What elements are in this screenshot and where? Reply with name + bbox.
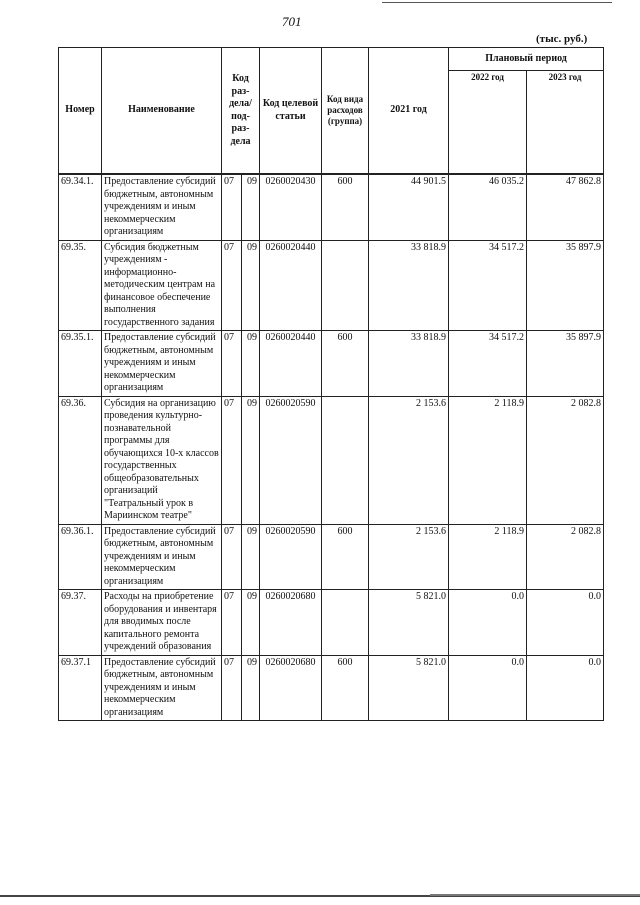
row-section: 07: [222, 331, 242, 397]
header-name: Наименование: [102, 48, 222, 174]
row-amount-2023: 2 082.8: [527, 524, 604, 590]
row-name: Субсидия на организацию проведения культурно-познавательной программы для обучающихся 10-х классов государственных общеобразовательных организаций "Театральный урок в Мариинском театре": [102, 396, 222, 524]
row-section: 07: [222, 590, 242, 656]
row-expense-type: 600: [322, 655, 369, 721]
row-expense-type: 600: [322, 175, 369, 241]
row-amount-2021: 2 153.6: [369, 396, 449, 524]
row-target-code: 0260020680: [260, 590, 322, 656]
row-section: 07: [222, 240, 242, 331]
row-subsection: 09: [242, 524, 260, 590]
row-amount-2023: 47 862.8: [527, 175, 604, 241]
row-amount-2021: 5 821.0: [369, 655, 449, 721]
row-amount-2023: 35 897.9: [527, 331, 604, 397]
table-row: [59, 590, 604, 656]
row-section: 07: [222, 396, 242, 524]
row-expense-type: 600: [322, 524, 369, 590]
header-2023: 2023 год: [527, 71, 604, 174]
header-planning-period: Плановый период: [449, 48, 604, 71]
header-section-code: Код раз-дела/ под-раз-дела: [222, 48, 260, 174]
row-name: Предоставление субсидий бюджетным, автономным учреждениям и иным некоммерческим организациям: [102, 175, 222, 241]
row-amount-2022: 0.0: [449, 590, 527, 656]
row-number: 69.37.: [59, 590, 102, 656]
row-amount-2022: 46 035.2: [449, 175, 527, 241]
header-expense-type: Код вида расходов (группа): [322, 48, 369, 174]
budget-table: [58, 47, 604, 721]
row-name: Субсидия бюджетным учреждениям - информационно-методическим центрам на финансовое обеспечение выполнения государственного задания: [102, 240, 222, 331]
row-target-code: 0260020440: [260, 331, 322, 397]
table-row: [59, 655, 604, 721]
table-row: [59, 396, 604, 524]
row-expense-type: [322, 396, 369, 524]
row-amount-2022: 2 118.9: [449, 524, 527, 590]
row-amount-2022: 0.0: [449, 655, 527, 721]
row-amount-2021: 33 818.9: [369, 331, 449, 397]
bottom-rule-accent: [430, 894, 640, 896]
row-name: Предоставление субсидий бюджетным, автономным учреждениям и иным некоммерческим организациям: [102, 655, 222, 721]
row-number: 69.35.: [59, 240, 102, 331]
row-expense-type: [322, 240, 369, 331]
row-number: 69.37.1: [59, 655, 102, 721]
row-expense-type: 600: [322, 331, 369, 397]
units-label: (тыс. руб.): [536, 33, 588, 45]
row-number: 69.35.1.: [59, 331, 102, 397]
table-row: [59, 331, 604, 397]
row-subsection: 09: [242, 175, 260, 241]
table-row: [59, 524, 604, 590]
row-amount-2023: 0.0: [527, 655, 604, 721]
row-number: 69.36.: [59, 396, 102, 524]
header-2022: 2022 год: [449, 71, 527, 174]
row-amount-2023: 2 082.8: [527, 396, 604, 524]
row-number: 69.34.1.: [59, 175, 102, 241]
row-number: 69.36.1.: [59, 524, 102, 590]
row-target-code: 0260020590: [260, 524, 322, 590]
row-target-code: 0260020590: [260, 396, 322, 524]
row-amount-2021: 2 153.6: [369, 524, 449, 590]
row-target-code: 0260020680: [260, 655, 322, 721]
row-name: Предоставление субсидий бюджетным, автономным учреждениям и иным некоммерческим организациям: [102, 524, 222, 590]
row-section: 07: [222, 655, 242, 721]
row-subsection: 09: [242, 331, 260, 397]
top-rule: [382, 2, 612, 3]
row-subsection: 09: [242, 590, 260, 656]
row-expense-type: [322, 590, 369, 656]
row-amount-2023: 35 897.9: [527, 240, 604, 331]
row-subsection: 09: [242, 396, 260, 524]
page-number: 701: [282, 14, 302, 29]
row-name: Предоставление субсидий бюджетным, автономным учреждениям и иным некоммерческим организациям: [102, 331, 222, 397]
row-target-code: 0260020440: [260, 240, 322, 331]
row-target-code: 0260020430: [260, 175, 322, 241]
row-section: 07: [222, 175, 242, 241]
header-target-code: Код целевой статьи: [260, 48, 322, 174]
row-amount-2021: 33 818.9: [369, 240, 449, 331]
row-amount-2022: 2 118.9: [449, 396, 527, 524]
row-amount-2022: 34 517.2: [449, 331, 527, 397]
row-amount-2022: 34 517.2: [449, 240, 527, 331]
row-amount-2021: 5 821.0: [369, 590, 449, 656]
row-subsection: 09: [242, 240, 260, 331]
table-row: [59, 175, 604, 241]
header-2021: 2021 год: [369, 48, 449, 174]
row-subsection: 09: [242, 655, 260, 721]
header-number: Номер: [59, 48, 102, 174]
row-section: 07: [222, 524, 242, 590]
table-row: [59, 240, 604, 331]
row-amount-2021: 44 901.5: [369, 175, 449, 241]
row-amount-2023: 0.0: [527, 590, 604, 656]
row-name: Расходы на приобретение оборудования и инвентаря для вводимых после капитального ремонта учреждений образования: [102, 590, 222, 656]
